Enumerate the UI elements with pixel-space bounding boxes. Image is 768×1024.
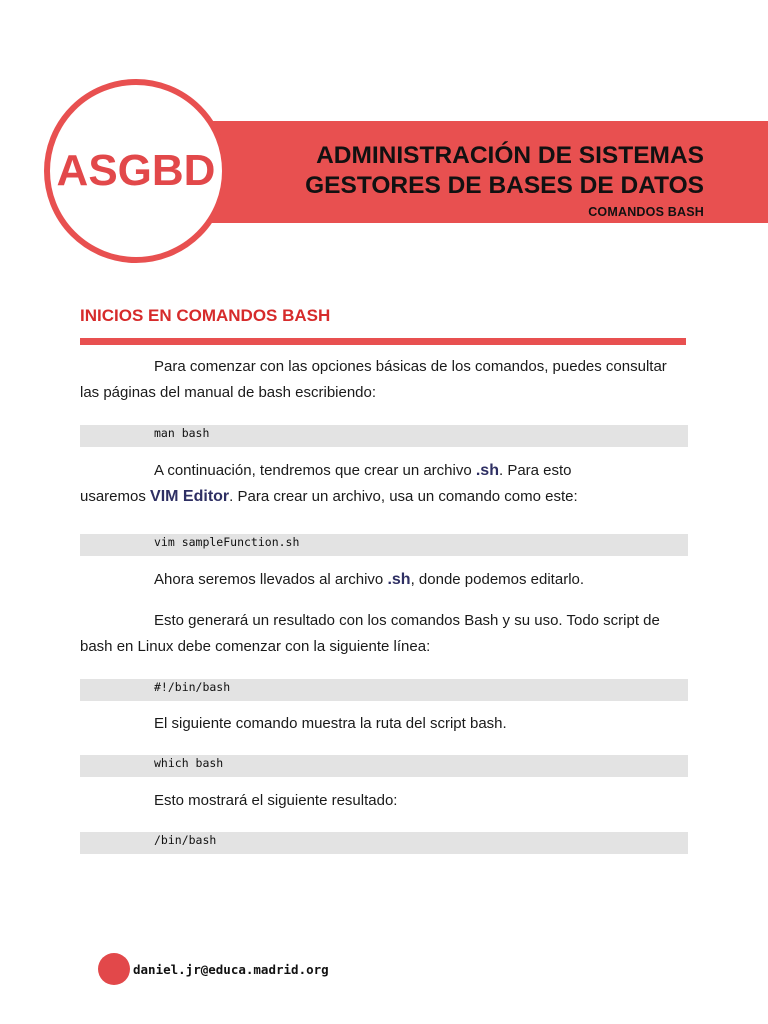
paragraph-shebang-line-1: Esto generará un resultado con los comandos Bash y su uso. Todo script de: [154, 612, 660, 629]
document-title: [305, 141, 704, 201]
highlight-sh-extension: .sh: [387, 571, 411, 588]
paragraph-text: usaremos: [80, 488, 151, 505]
highlight-vim-editor: VIM Editor: [150, 488, 230, 505]
paragraph-text: A continuación, tendremos que crear un archivo: [154, 462, 476, 479]
paragraph-text: Esto mostrará el siguiente resultado:: [154, 792, 398, 809]
author-email: daniel.jr@educa.madrid.org: [133, 962, 329, 977]
highlight-sh-extension: .sh: [475, 462, 499, 479]
code-block-man-bash: [80, 425, 688, 447]
paragraph-shebang: [80, 608, 686, 660]
paragraph-intro-line-1: Para comenzar con las opciones básicas de los comandos, puedes consultar: [154, 358, 667, 375]
paragraph-intro-line-2: las páginas del manual de bash escribiendo:: [80, 384, 377, 401]
paragraph-intro: [80, 354, 686, 406]
footer-bullet-icon: [98, 953, 130, 985]
code-block-which-bash: [80, 755, 688, 777]
code-text: /bin/bash: [154, 833, 217, 847]
paragraph-text: El siguiente comando muestra la ruta del script bash.: [154, 715, 507, 732]
paragraph-result: [80, 788, 686, 814]
document-title-line-1: ADMINISTRACIÓN DE SISTEMAS: [316, 142, 704, 169]
logo-badge: [44, 79, 228, 263]
code-block-vim: [80, 534, 688, 556]
paragraph-shebang-line-2: bash en Linux debe comenzar con la siguiente línea:: [80, 638, 431, 655]
paragraph-which: [80, 711, 686, 737]
document-subtitle: COMANDOS BASH: [588, 205, 704, 219]
code-text: man bash: [154, 426, 210, 440]
code-block-bin-bash: [80, 832, 688, 854]
section-title: INICIOS EN COMANDOS BASH: [80, 306, 331, 325]
code-text: vim sampleFunction.sh: [154, 535, 300, 549]
paragraph-text: , donde podemos editarlo.: [410, 571, 585, 588]
paragraph-text: Ahora seremos llevados al archivo: [154, 571, 388, 588]
code-text: which bash: [154, 756, 224, 770]
code-block-shebang: [80, 679, 688, 701]
paragraph-text: . Para esto: [498, 462, 572, 479]
section-divider: [80, 338, 686, 345]
code-text: #!/bin/bash: [154, 680, 231, 694]
paragraph-create-file: [80, 458, 686, 510]
logo-text: ASGBD: [56, 146, 216, 195]
paragraph-text: . Para crear un archivo, usa un comando como este:: [229, 488, 578, 505]
paragraph-open-file: [80, 567, 686, 593]
document-title-line-2: GESTORES DE BASES DE DATOS: [305, 172, 704, 199]
